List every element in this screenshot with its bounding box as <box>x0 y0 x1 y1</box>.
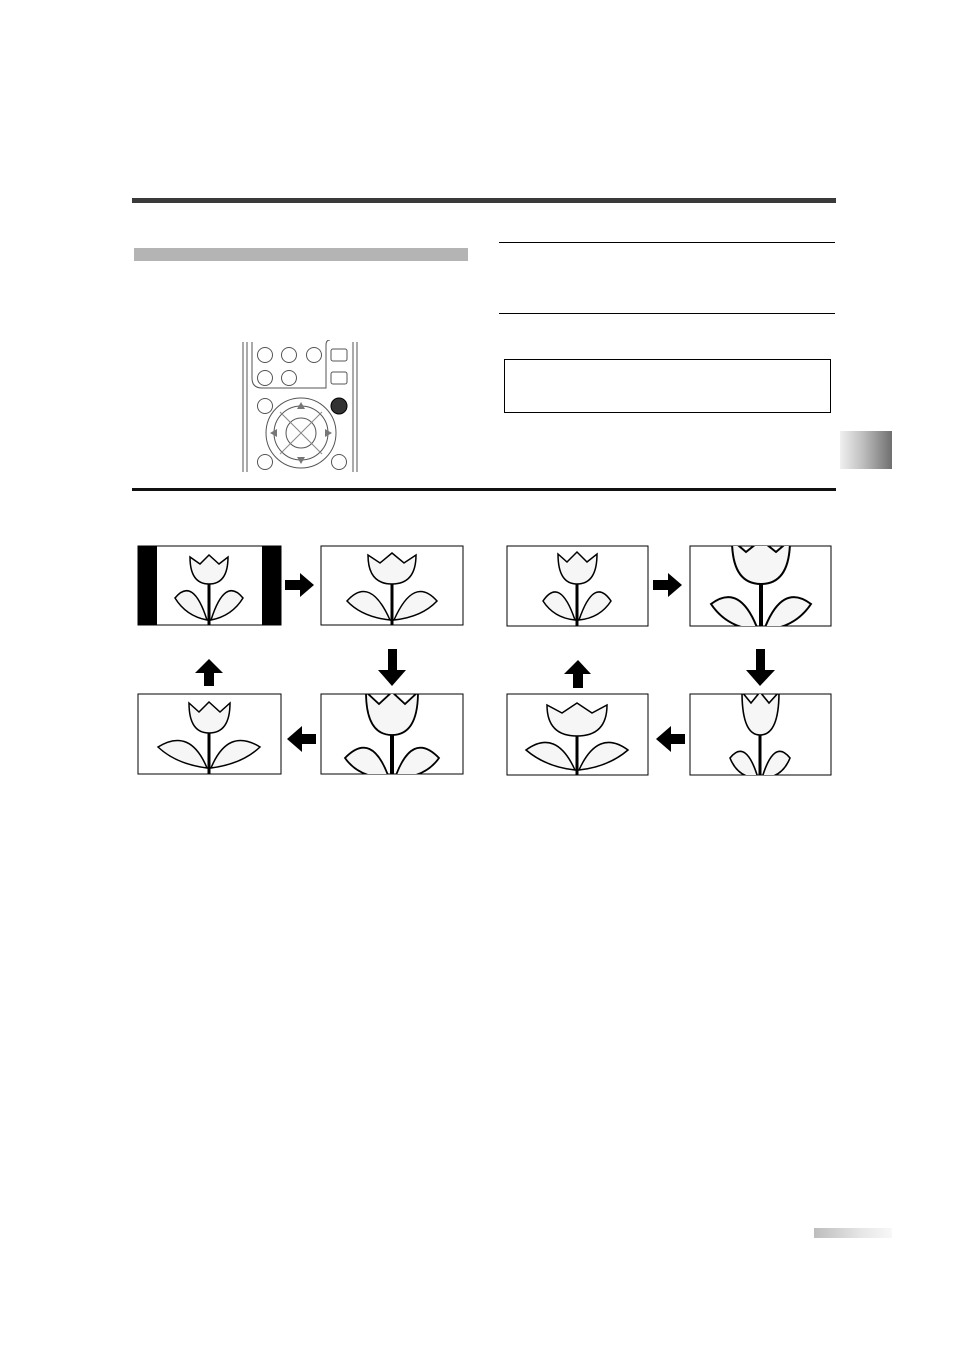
frame-zoom <box>321 692 463 778</box>
frame-normal <box>507 546 648 626</box>
right-cycle-diagram <box>507 540 831 778</box>
remote-control-illustration <box>243 340 357 472</box>
frame-wide <box>138 694 281 774</box>
arrow-right-icon <box>653 573 682 597</box>
arrow-up-icon <box>564 660 591 688</box>
arrow-down-icon <box>746 649 775 686</box>
left-cycle-diagram <box>138 546 463 778</box>
frame-fit <box>321 546 463 625</box>
screen-mode-button[interactable] <box>331 398 347 414</box>
frame-tall <box>690 692 831 778</box>
arrow-left-icon <box>656 726 685 752</box>
frame-wide-stretch <box>507 694 648 775</box>
arrow-up-icon <box>195 659 223 686</box>
frame-pillarbox <box>138 546 281 625</box>
frame-zoom-large <box>690 540 831 630</box>
arrow-right-icon <box>285 573 314 597</box>
arrow-left-icon <box>287 726 316 752</box>
arrow-down-icon <box>378 649 406 686</box>
